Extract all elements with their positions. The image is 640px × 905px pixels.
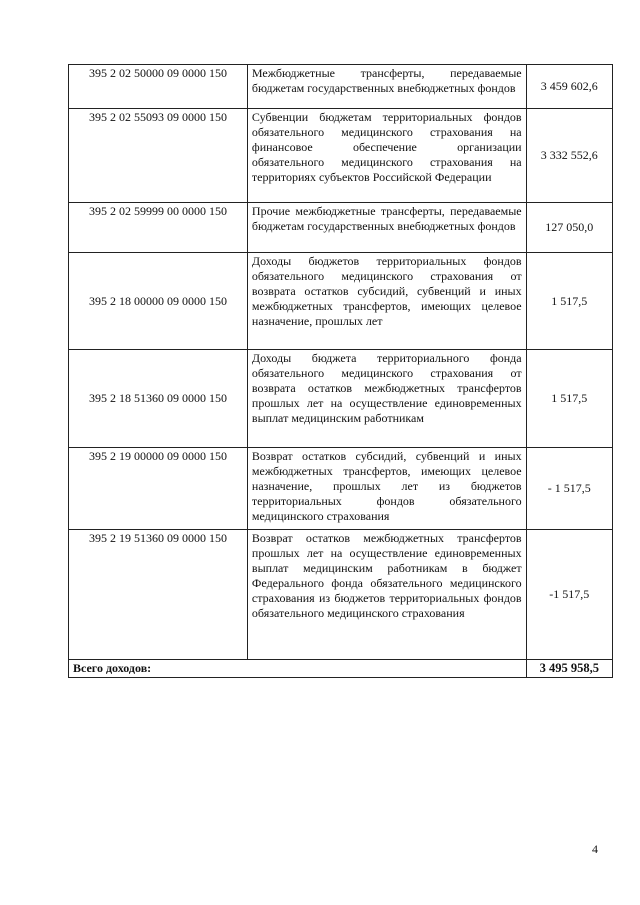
row-code: 395 2 19 51360 09 0000 150	[69, 530, 248, 660]
row-amount: 3 459 602,6	[526, 65, 612, 109]
row-description: Прочие межбюджетные трансферты, передаваемые бюджетам государственных внебюджетных фондов	[247, 203, 526, 253]
row-amount: -1 517,5	[526, 530, 612, 660]
row-amount: 1 517,5	[526, 253, 612, 350]
row-amount: 3 332 552,6	[526, 109, 612, 203]
row-code: 395 2 02 59999 00 0000 150	[69, 203, 248, 253]
total-row	[69, 660, 613, 678]
row-code: 395 2 18 00000 09 0000 150	[69, 253, 248, 350]
row-description: Доходы бюджетов территориальных фондов обязательного медицинского страхования от возврата остатков субсидий, субвенций и иных межбюджетных трансфертов, имеющих целевое назначение, прошлых лет	[247, 253, 526, 350]
table-row	[69, 65, 613, 109]
row-code: 395 2 02 55093 09 0000 150	[69, 109, 248, 203]
row-description: Межбюджетные трансферты, передаваемые бюджетам государственных внебюджетных фондов	[247, 65, 526, 109]
revenue-table	[68, 64, 613, 678]
row-description: Субвенции бюджетам территориальных фондов обязательного медицинского страхования на финансовое обеспечение организации обязательного медицинского страхования на территориях субъектов Российской Федерации	[247, 109, 526, 203]
total-label: Всего доходов:	[69, 660, 527, 678]
row-description: Доходы бюджета территориального фонда обязательного медицинского страхования от возврата остатков межбюджетных трансфертов прошлых лет на осуществление единовременных выплат медицинским работникам	[247, 350, 526, 448]
row-amount: 1 517,5	[526, 350, 612, 448]
row-amount: 127 050,0	[526, 203, 612, 253]
table-row	[69, 109, 613, 203]
row-description: Возврат остатков межбюджетных трансфертов прошлых лет на осуществление единовременных выплат медицинским работникам в бюджет Федерального фонда обязательного медицинского страхования из бюджетов территориальных фондов обязательного медицинского страхования	[247, 530, 526, 660]
row-description: Возврат остатков субсидий, субвенций и иных межбюджетных трансфертов, имеющих целевое назначение, прошлых лет из бюджетов территориальных фондов обязательного медицинского страхования	[247, 448, 526, 530]
row-code: 395 2 19 00000 09 0000 150	[69, 448, 248, 530]
total-amount: 3 495 958,5	[526, 660, 612, 678]
row-code: 395 2 02 50000 09 0000 150	[69, 65, 248, 109]
row-code: 395 2 18 51360 09 0000 150	[69, 350, 248, 448]
table-row	[69, 530, 613, 660]
table-row	[69, 253, 613, 350]
table-row	[69, 448, 613, 530]
table-row	[69, 350, 613, 448]
table-row	[69, 203, 613, 253]
row-amount: - 1 517,5	[526, 448, 612, 530]
page-number: 4	[592, 842, 598, 856]
